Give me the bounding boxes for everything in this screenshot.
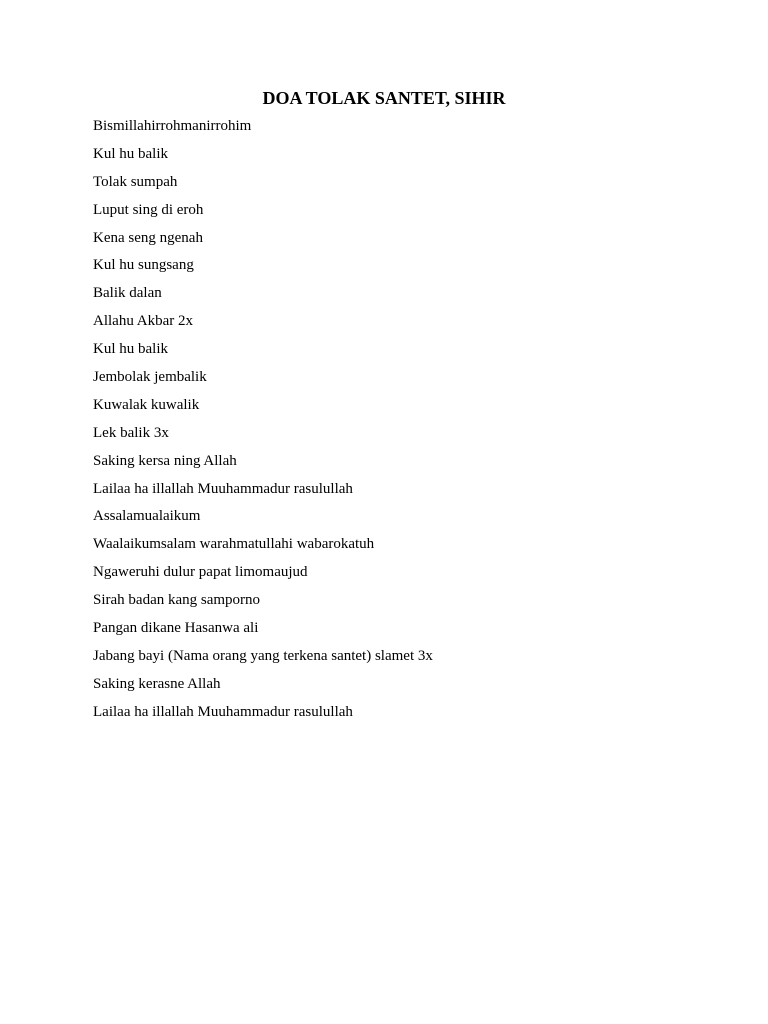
prayer-line: Assalamualaikum [93,508,201,525]
prayer-line: Jembolak jembalik [93,369,207,386]
prayer-line: Sirah badan kang samporno [93,592,261,609]
prayer-line: Kuwalak kuwalik [93,396,200,413]
prayer-line: Ngaweruhi dulur papat limomaujud [93,564,308,581]
document-title: DOA TOLAK SANTET, SIHIR [262,88,506,108]
prayer-line: Kena seng ngenah [93,229,203,246]
prayer-line: Waalaikumsalam warahmatullahi wabarokatuh [93,536,375,553]
prayer-line: Balik dalan [93,285,162,302]
prayer-line: Allahu Akbar 2x [93,313,193,330]
prayer-line: Kul hu balik [93,341,168,358]
prayer-line: Lek balik 3x [93,424,169,441]
prayer-line: Saking kerasne Allah [93,675,221,692]
prayer-line: Jabang bayi (Nama orang yang terkena santet) slamet 3x [93,647,433,664]
prayer-line: Saking kersa ning Allah [93,452,237,469]
prayer-line: Kul hu balik [93,145,168,162]
prayer-line: Lailaa ha illallah Muuhammadur rasulullah [93,480,353,497]
prayer-line: Bismillahirrohmanirrohim [93,118,252,134]
prayer-line: Pangan dikane Hasanwa ali [93,620,259,637]
prayer-line: Tolak sumpah [93,173,178,190]
prayer-line: Lailaa ha illallah Muuhammadur rasulullah [93,703,353,720]
prayer-lines [93,116,713,730]
prayer-line: Luput sing di eroh [93,201,204,218]
prayer-line: Kul hu sungsang [93,257,194,274]
